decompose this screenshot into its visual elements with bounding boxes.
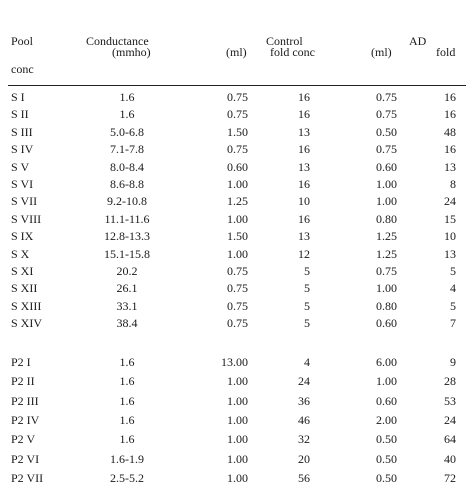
table-row (0, 393, 474, 410)
control-ml-value: 1.50 (227, 124, 248, 139)
conductance-value: 7.1-7.8 (110, 142, 144, 157)
ad-ml-value: 1.00 (376, 281, 397, 296)
ad-ml-value: 0.50 (376, 470, 397, 485)
control-ml-value: 0.75 (227, 90, 248, 104)
control-fold-value: 24 (298, 374, 310, 389)
control-ml-value: 0.75 (227, 298, 248, 313)
control-ml-value: 1.00 (227, 211, 248, 226)
control-ml-value: 1.25 (227, 194, 248, 209)
ad-fold-value: 16 (444, 107, 456, 122)
ad-fold-value: 4 (450, 281, 456, 296)
ad-ml-value: 0.80 (376, 298, 397, 313)
ad-fold-value: 53 (444, 393, 456, 408)
ad-fold-value: 15 (444, 211, 456, 226)
table-row (0, 89, 474, 106)
control-fold-value: 20 (298, 451, 310, 466)
conductance-value: 1.6 (119, 412, 135, 427)
conductance-value: 1.6-1.9 (110, 451, 144, 466)
ad-ml-value: 1.00 (376, 194, 397, 209)
pool-name: P2 I (11, 355, 31, 369)
conductance-value: 20.2 (116, 264, 138, 278)
pool-name: P2 VI (11, 451, 40, 466)
control-fold-value: 56 (298, 470, 310, 485)
ad-ml-value: 2.00 (376, 412, 397, 427)
table-row (0, 298, 474, 315)
control-ml-value: 0.60 (227, 159, 248, 174)
ad-fold-value: 40 (444, 451, 456, 466)
ad-ml-value: 6.00 (376, 355, 397, 369)
control-fold-value: 16 (298, 107, 310, 122)
pool-name: S X (11, 246, 30, 261)
ad-ml-value: 0.75 (376, 90, 397, 104)
table-row (0, 315, 474, 332)
ad-fold-value: 16 (444, 142, 456, 157)
control-fold-value: 13 (298, 229, 310, 244)
conductance-value: 11.1-11.6 (104, 211, 150, 226)
table-row (0, 124, 474, 141)
ad-ml-value: 0.75 (376, 142, 397, 157)
control-fold-value: 32 (298, 432, 310, 447)
pool-name: S IV (11, 142, 34, 157)
control-fold-value: 12 (298, 246, 310, 261)
header-ad-fold: fold (436, 45, 456, 59)
table-row (0, 211, 474, 228)
control-fold-value: 16 (298, 90, 310, 104)
control-fold-value: 5 (304, 316, 310, 331)
ad-ml-value: 1.25 (376, 246, 397, 261)
table-row (0, 193, 474, 210)
pool-name: S XII (11, 281, 38, 296)
table-row (0, 412, 474, 429)
pool-name: S V (11, 159, 30, 174)
control-fold-value: 16 (298, 177, 310, 191)
table-row (0, 176, 474, 193)
control-fold-value: 16 (298, 211, 310, 226)
ad-fold-value: 24 (444, 194, 456, 209)
header-conductance: Conductance (86, 34, 149, 48)
ad-fold-value: 13 (444, 159, 456, 174)
ad-ml-value: 0.50 (376, 451, 397, 466)
ad-fold-value: 64 (444, 432, 456, 447)
control-ml-value: 0.75 (227, 142, 248, 157)
conductance-value: 1.6 (119, 355, 135, 369)
ad-ml-value: 0.50 (376, 124, 397, 139)
control-ml-value: 1.00 (227, 393, 248, 408)
ad-ml-value: 0.75 (376, 264, 397, 278)
conductance-value: 8.0-8.4 (110, 159, 144, 174)
pool-name: S VIII (11, 211, 42, 226)
conductance-value: 1.6 (119, 374, 135, 389)
conductance-value: 5.0-6.8 (110, 124, 144, 139)
conductance-value: 1.6 (119, 432, 135, 447)
control-fold-value: 5 (304, 264, 310, 278)
table-row (0, 106, 474, 123)
conductance-value: 2.5-5.2 (110, 470, 144, 485)
conductance-value: 15.1-15.8 (104, 246, 150, 261)
conductance-value: 9.2-10.8 (107, 194, 147, 209)
ad-fold-value: 9 (450, 355, 456, 369)
conductance-value: 1.6 (119, 90, 135, 104)
ad-ml-value: 0.60 (376, 159, 397, 174)
control-ml-value: 1.00 (227, 451, 248, 466)
header-control-fold-conc: fold conc (270, 45, 315, 59)
pool-name: S I (11, 90, 25, 104)
ad-fold-value: 28 (444, 374, 456, 389)
conductance-value: 1.6 (119, 393, 135, 408)
control-ml-value: 1.00 (227, 177, 248, 191)
control-fold-value: 13 (298, 124, 310, 139)
control-fold-value: 4 (304, 355, 310, 369)
pool-name: S III (11, 124, 33, 139)
ad-fold-value: 72 (444, 470, 456, 485)
table-row (0, 159, 474, 176)
conductance-value: 38.4 (116, 316, 138, 331)
table-row (0, 263, 474, 280)
header-pool: Pool (11, 34, 34, 48)
control-ml-value: 1.00 (227, 470, 248, 485)
table-row (0, 228, 474, 245)
ad-fold-value: 7 (450, 316, 456, 331)
control-ml-value: 0.75 (227, 107, 248, 122)
control-ml-value: 13.00 (221, 355, 248, 369)
conductance-value: 33.1 (116, 298, 138, 313)
conductance-value: 12.8-13.3 (104, 229, 150, 244)
control-ml-value: 1.00 (227, 246, 248, 261)
table-row (0, 354, 474, 371)
ad-fold-value: 5 (450, 298, 456, 313)
control-fold-value: 5 (304, 281, 310, 296)
ad-ml-value: 0.60 (376, 393, 397, 408)
ad-fold-value: 8 (450, 177, 456, 191)
pool-name: P2 II (11, 374, 35, 389)
table-row (0, 141, 474, 158)
ad-ml-value: 1.00 (376, 177, 397, 191)
control-ml-value: 1.00 (227, 432, 248, 447)
pool-name: S VII (11, 194, 38, 209)
ad-ml-value: 0.50 (376, 432, 397, 447)
control-ml-value: 1.00 (227, 412, 248, 427)
control-fold-value: 36 (298, 393, 310, 408)
table-row (0, 431, 474, 448)
conductance-value: 8.6-8.8 (110, 177, 144, 191)
header-ad: AD (409, 34, 427, 48)
pool-name: P2 V (11, 432, 36, 447)
header-control: Control (266, 34, 303, 48)
ad-fold-value: 48 (444, 124, 456, 139)
ad-ml-value: 1.00 (376, 374, 397, 389)
ad-fold-value: 13 (444, 246, 456, 261)
control-fold-value: 10 (298, 194, 310, 209)
control-ml-value: 0.75 (227, 264, 248, 278)
control-ml-value: 0.75 (227, 281, 248, 296)
control-fold-value: 16 (298, 142, 310, 157)
control-fold-value: 46 (298, 412, 310, 427)
pool-name: S XI (11, 264, 34, 278)
header-rule (8, 85, 466, 86)
ad-ml-value: 0.75 (376, 107, 397, 122)
ad-fold-value: 10 (444, 229, 456, 244)
ad-fold-value: 16 (444, 90, 456, 104)
table-row (0, 246, 474, 263)
control-fold-value: 13 (298, 159, 310, 174)
pool-name: S XIV (11, 316, 43, 331)
control-ml-value: 0.75 (227, 316, 248, 331)
conductance-value: 1.6 (119, 107, 135, 122)
ad-ml-value: 0.60 (376, 316, 397, 331)
table-row (0, 280, 474, 297)
pool-name: S XIII (11, 298, 42, 313)
ad-ml-value: 1.25 (376, 229, 397, 244)
pool-name: S II (11, 107, 29, 122)
header-conc: conc (11, 62, 34, 76)
conductance-value: 26.1 (116, 281, 138, 296)
table-row (0, 470, 474, 487)
control-ml-value: 1.50 (227, 229, 248, 244)
ad-fold-value: 24 (444, 412, 456, 427)
pool-name: P2 IV (11, 412, 40, 427)
header-ad-ml: (ml) (371, 45, 392, 59)
pool-name: S IX (11, 229, 34, 244)
ad-fold-value: 5 (450, 264, 456, 278)
header-mmho: (mmho) (112, 45, 151, 59)
ad-ml-value: 0.80 (376, 211, 397, 226)
pool-name: P2 VII (11, 470, 44, 485)
control-ml-value: 1.00 (227, 374, 248, 389)
pool-name: S VI (11, 177, 34, 191)
control-fold-value: 5 (304, 298, 310, 313)
table-row (0, 373, 474, 390)
pool-name: P2 III (11, 393, 39, 408)
table-row (0, 451, 474, 468)
header-control-ml: (ml) (226, 45, 247, 59)
